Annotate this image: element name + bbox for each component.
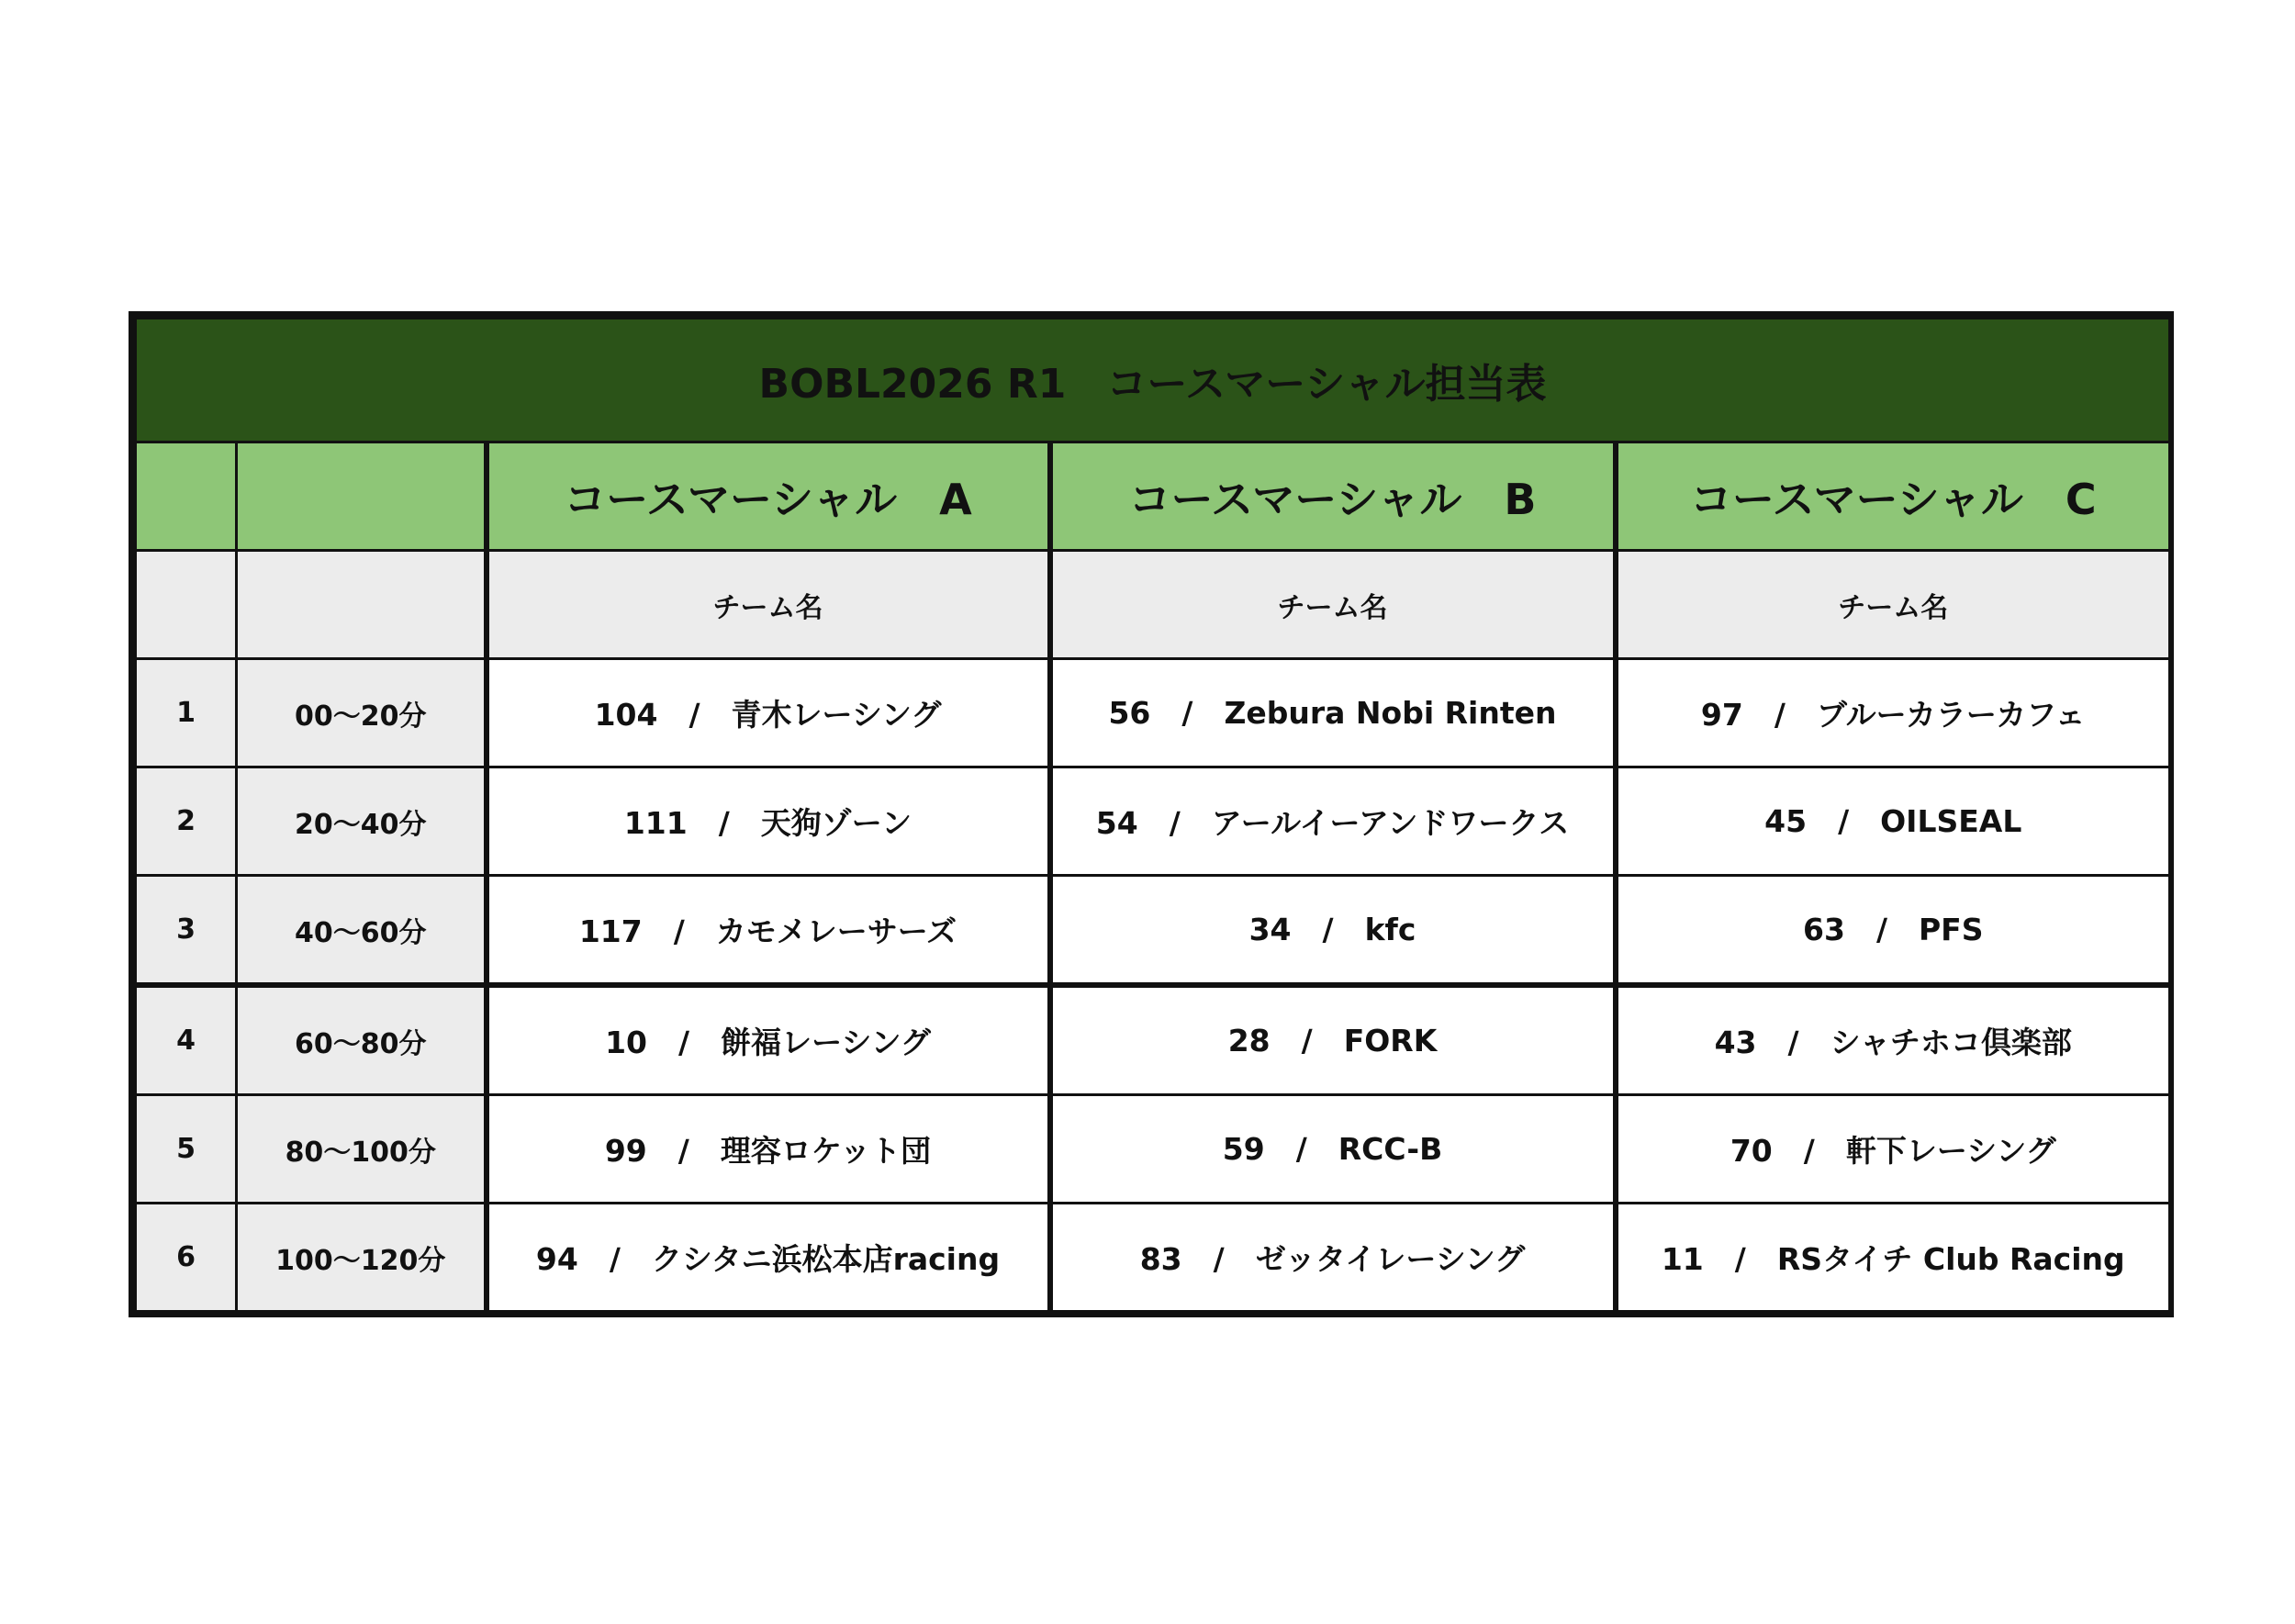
team-name: PFS [1919, 912, 1984, 947]
separator: / [1322, 912, 1334, 947]
car-number: 34 [1248, 912, 1292, 947]
entry-a [487, 876, 1050, 986]
team-name: カモメレーサーズ [715, 913, 957, 949]
group-header-a: コースマーシャル A [487, 442, 1050, 551]
team-name: kfc [1364, 912, 1416, 947]
table-row [136, 985, 2170, 1095]
entry-c [1616, 985, 2170, 1095]
title-row [136, 319, 2170, 442]
car-number: 97 [1700, 697, 1743, 733]
time-slot: 80〜100分 [237, 1095, 487, 1204]
separator: / [1169, 805, 1181, 841]
separator: / [688, 697, 700, 733]
separator: / [1734, 1241, 1746, 1277]
table-row [136, 876, 2170, 986]
car-number: 11 [1661, 1241, 1704, 1277]
table-row [136, 767, 2170, 876]
blank-label-cell [237, 551, 487, 659]
row-index: 3 [136, 876, 237, 986]
car-number: 63 [1803, 912, 1845, 947]
team-name: OILSEAL [1880, 803, 2022, 839]
group-header-b: コースマーシャル B [1050, 442, 1616, 551]
team-name: Zebura Nobi Rinten [1224, 695, 1557, 731]
entry-a [487, 659, 1050, 767]
team-name: ブルーカラーカフェ [1816, 697, 2086, 733]
team-name: RSタイチ Club Racing [1776, 1241, 2125, 1277]
car-number: 28 [1227, 1023, 1271, 1058]
group-header-c: コースマーシャル C [1616, 442, 2170, 551]
time-slot: 100〜120分 [237, 1204, 487, 1312]
row-index: 6 [136, 1204, 237, 1312]
car-number: 83 [1139, 1241, 1182, 1277]
separator: / [609, 1241, 621, 1277]
separator: / [1301, 1023, 1313, 1058]
team-name: RCC-B [1338, 1131, 1443, 1167]
entry-b [1050, 659, 1616, 767]
page-title: BOBL2026 R1 コースマーシャル担当表 [136, 319, 2170, 442]
team-name: アールイーアンドワークス [1211, 805, 1570, 841]
car-number: 70 [1730, 1133, 1773, 1169]
team-name-label-c: チーム名 [1616, 551, 2170, 659]
separator: / [1787, 1025, 1799, 1060]
entry-a [487, 1204, 1050, 1312]
entry-a [487, 767, 1050, 876]
time-slot: 40〜60分 [237, 876, 487, 986]
entry-a [487, 1095, 1050, 1204]
blank-header-cell [237, 442, 487, 551]
separator: / [718, 805, 730, 841]
table-row [136, 659, 2170, 767]
team-name: 餅福レーシング [721, 1025, 931, 1060]
blank-label-cell [136, 551, 237, 659]
separator: / [1213, 1241, 1225, 1277]
row-index: 4 [136, 985, 237, 1095]
team-name: 天狗ゾーン [760, 805, 912, 841]
team-name: ゼッタイレーシング [1255, 1241, 1526, 1277]
entry-c [1616, 876, 2170, 986]
car-number: 117 [578, 913, 643, 949]
separator: / [673, 913, 685, 949]
car-number: 104 [594, 697, 658, 733]
time-slot: 00〜20分 [237, 659, 487, 767]
entry-c [1616, 1204, 2170, 1312]
row-index: 5 [136, 1095, 237, 1204]
marshal-schedule-sheet [129, 311, 2174, 1317]
separator: / [678, 1025, 690, 1060]
car-number: 111 [623, 805, 688, 841]
separator: / [1875, 912, 1887, 947]
car-number: 94 [535, 1241, 578, 1277]
row-index: 2 [136, 767, 237, 876]
entry-c [1616, 1095, 2170, 1204]
car-number: 10 [605, 1025, 647, 1060]
row-index: 1 [136, 659, 237, 767]
car-number: 43 [1714, 1025, 1757, 1060]
time-slot: 20〜40分 [237, 767, 487, 876]
car-number: 99 [604, 1133, 647, 1169]
separator: / [1295, 1131, 1307, 1167]
team-name-label-a: チーム名 [487, 551, 1050, 659]
separator: / [1838, 803, 1850, 839]
entry-b [1050, 1095, 1616, 1204]
car-number: 54 [1095, 805, 1138, 841]
car-number: 59 [1222, 1131, 1265, 1167]
team-name: 青木レーシング [731, 697, 942, 733]
entry-b [1050, 876, 1616, 986]
time-slot: 60〜80分 [237, 985, 487, 1095]
entry-b [1050, 767, 1616, 876]
car-number: 56 [1108, 695, 1151, 731]
entry-b [1050, 985, 1616, 1095]
separator: / [1803, 1133, 1815, 1169]
entry-b [1050, 1204, 1616, 1312]
team-name: 軒下レーシング [1845, 1133, 2056, 1169]
separator: / [1181, 695, 1193, 731]
column-label-row [136, 551, 2170, 659]
team-name: シャチホコ倶楽部 [1830, 1025, 2072, 1060]
separator: / [677, 1133, 689, 1169]
entry-c [1616, 767, 2170, 876]
blank-header-cell [136, 442, 237, 551]
separator: / [1774, 697, 1786, 733]
team-name-label-b: チーム名 [1050, 551, 1616, 659]
group-header-row [136, 442, 2170, 551]
team-name: FORK [1343, 1023, 1438, 1058]
entry-a [487, 985, 1050, 1095]
entry-c [1616, 659, 2170, 767]
car-number: 45 [1764, 803, 1808, 839]
marshal-schedule-table [134, 317, 2171, 1313]
team-name: 理容ロケット団 [720, 1133, 932, 1169]
team-name: クシタニ浜松本店racing [651, 1241, 1001, 1277]
table-row [136, 1204, 2170, 1312]
table-row [136, 1095, 2170, 1204]
